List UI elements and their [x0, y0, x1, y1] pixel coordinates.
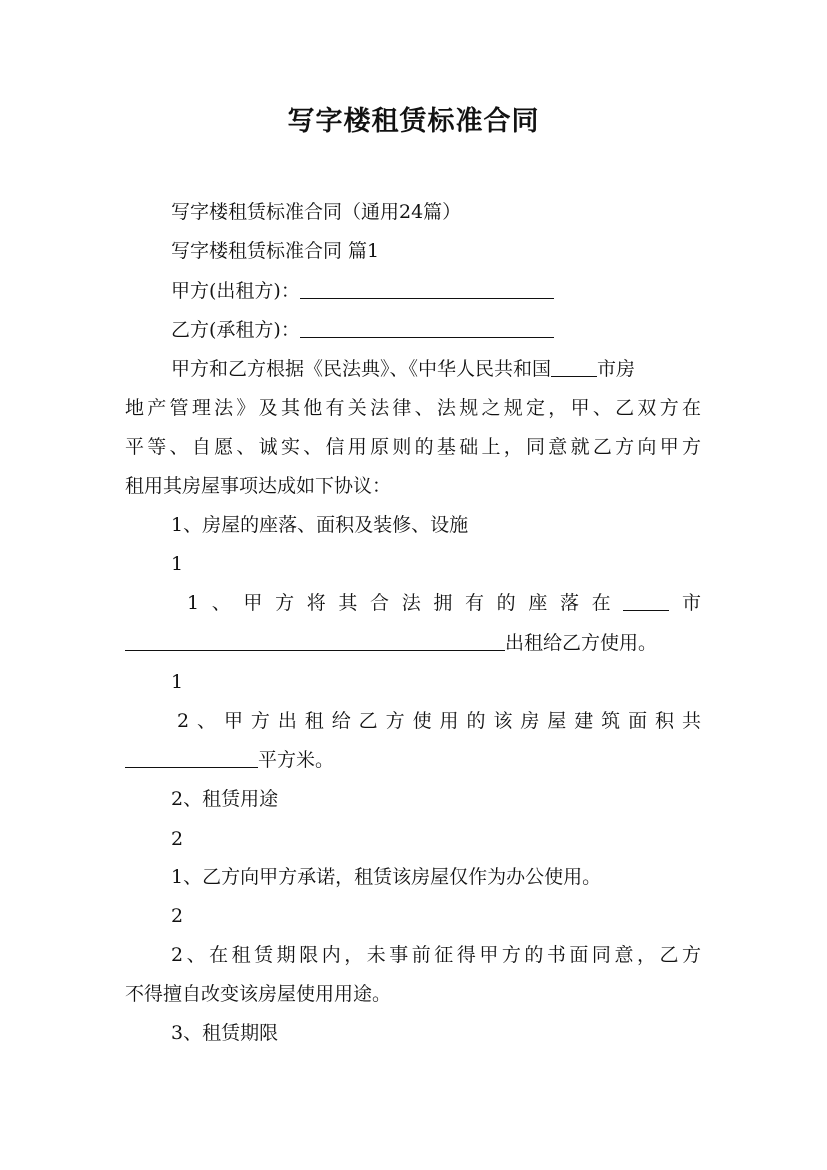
section-3-heading: 3、租赁期限: [171, 1022, 279, 1044]
party-a-label: 甲方(出租方)：: [171, 280, 300, 302]
party-a-blank: [300, 278, 554, 299]
section-2-1-text: 1、乙方向甲方承诺，租赁该房屋仅作为办公使用。: [171, 866, 602, 888]
section-1-1-number: 1: [171, 553, 184, 575]
party-b-label: 乙方(承租方)：: [171, 319, 300, 341]
party-b-blank: [300, 317, 554, 338]
section-1-1-line-1: 1、甲方将其合法拥有的座落在 市: [187, 592, 701, 614]
section-2-2-line-2: 不得擅自改变该房屋使用用途。: [125, 983, 392, 1005]
party-a-line: [125, 278, 701, 304]
intro-line-1: 甲方和乙方根据《民法典》、《中华人民共和国 市房: [171, 358, 636, 380]
location-blank: [125, 630, 505, 651]
part-heading: 写字楼租赁标准合同 篇1: [171, 240, 380, 262]
intro-line-2: 地产管理法》及其他有关法律、法规之规定，甲、乙双方在: [125, 397, 701, 419]
section-2-2-number: 2: [171, 905, 184, 927]
section-2-heading: 2、租赁用途: [171, 788, 279, 810]
city-blank: [551, 356, 597, 377]
section-1-1-line-2: 出租给乙方使用。: [125, 630, 701, 656]
intro-line-3: 平等、自愿、诚实、信用原则的基础上，同意就乙方向甲方: [125, 436, 701, 458]
section-2-2-line-1: 2、在租赁期限内，未事前征得甲方的书面同意，乙方: [171, 944, 701, 966]
section-1-2-line-1: 2、甲方出租给乙方使用的该房屋建筑面积共: [177, 710, 701, 732]
party-b-line: [125, 317, 701, 343]
intro-line-4: 租用其房屋事项达成如下协议：: [125, 475, 392, 497]
document-subtitle: 写字楼租赁标准合同（通用24篇）: [171, 201, 462, 223]
section-1-2-number: 1: [171, 671, 184, 693]
area-blank: [125, 747, 258, 768]
city-blank-2: [623, 590, 669, 611]
section-1-heading: 1、房屋的座落、面积及装修、设施: [171, 514, 469, 536]
document-title: 写字楼租赁标准合同: [287, 106, 540, 137]
section-2-1-number: 2: [171, 828, 184, 850]
section-1-2-line-2: 平方米。: [125, 747, 701, 773]
